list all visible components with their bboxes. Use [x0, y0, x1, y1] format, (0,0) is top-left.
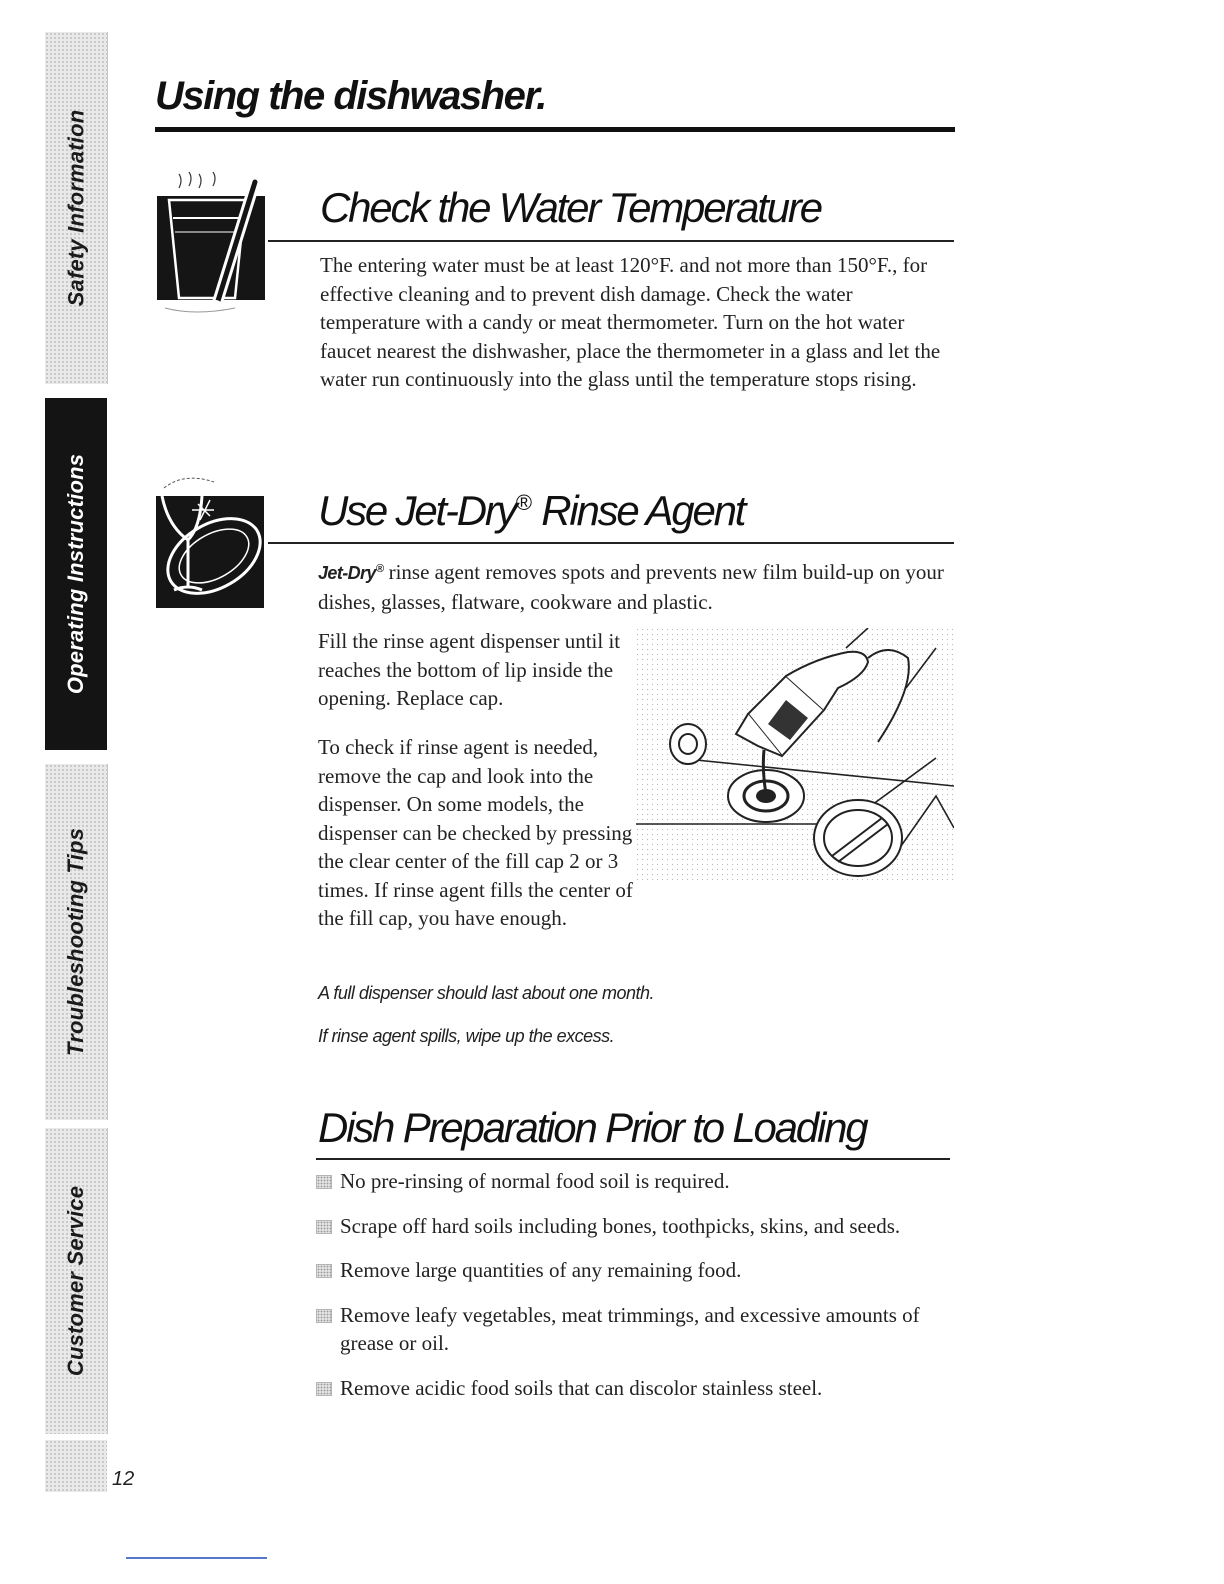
section-title-dish-preparation: Dish Preparation Prior to Loading	[318, 1104, 867, 1151]
list-item-text: Scrape off hard soils including bones, toothpicks, skins, and seeds.	[340, 1213, 901, 1238]
sidebar-tab-safety-information[interactable]	[45, 32, 108, 384]
jet-dry-brand: Jet-Dry	[318, 563, 376, 583]
bullet-icon	[316, 1220, 332, 1234]
rinse-agent-check-instructions: To check if rinse agent is needed, remove the cap and look into the dispenser. On some models, the dispenser can be checked by pressing the clear center of the fill cap 2 or 3 times. If rinse agent fills the center of the fill cap, you have enough.	[318, 735, 633, 930]
sidebar-tab-customer-service[interactable]	[45, 1128, 108, 1434]
sidebar-tab-label: Operating Instructions	[63, 453, 88, 695]
rinse-agent-intro	[318, 555, 954, 616]
sidebar-tab-operating-instructions[interactable]	[45, 398, 107, 750]
list-item-text: Remove leafy vegetables, meat trimmings, and excessive amounts of grease or oil.	[340, 1302, 920, 1355]
list-item	[316, 1167, 956, 1196]
section-title-text: Use Jet-Dry	[318, 487, 516, 534]
water-temperature-body: The entering water must be at least 120°F. and not more than 150°F., for effective cleaning and to prevent dish damage. Check the water temperature with a candy or meat thermometer. Turn on the hot water faucet nearest the dishwasher, place the thermometer in a glass and let the water run continuously into the glass until the temperature stops rising.	[320, 253, 941, 391]
section-title-rinse-agent	[318, 487, 744, 535]
registered-mark: ®	[375, 563, 384, 575]
page-title: Using the dishwasher.	[155, 74, 546, 118]
section-divider	[268, 542, 954, 544]
sidebar-tab-label: Safety Information	[63, 109, 89, 307]
bullet-icon	[316, 1264, 332, 1278]
rinse-agent-note-spills: If rinse agent spills, wipe up the excess.	[318, 1026, 615, 1046]
rinse-agent-note-duration: A full dispenser should last about one month.	[318, 983, 655, 1003]
sidebar-tab-troubleshooting-tips[interactable]	[45, 764, 108, 1120]
sidebar-footer-block	[45, 1440, 107, 1492]
dish-preparation-list	[316, 1167, 956, 1402]
rinse-agent-intro-text: rinse agent removes spots and prevents new film build-up on your dishes, glasses, flatware, cookware and plastic.	[318, 560, 944, 614]
section-divider	[268, 240, 954, 242]
list-item-text: Remove acidic food soils that can discolor stainless steel.	[340, 1375, 823, 1400]
rinse-dispenser-illustration	[636, 628, 954, 880]
thermometer-in-glass-icon	[155, 166, 265, 316]
footer-link-underline	[126, 1557, 267, 1559]
registered-mark: ®	[515, 490, 532, 515]
section-title-text: Rinse Agent	[531, 487, 745, 534]
list-item	[316, 1301, 956, 1358]
rinse-agent-fill-instructions: Fill the rinse agent dispenser until it reaches the bottom of lip inside the opening. Replace cap.	[318, 629, 621, 710]
bullet-icon	[316, 1309, 332, 1323]
section-title-water-temperature: Check the Water Temperature	[320, 184, 821, 231]
sidebar-tab-label: Troubleshooting Tips	[63, 827, 89, 1057]
list-item	[316, 1374, 956, 1403]
list-item-text: No pre-rinsing of normal food soil is required.	[340, 1169, 730, 1193]
bullet-icon	[316, 1382, 332, 1396]
sidebar-tab-label: Customer Service	[63, 1185, 89, 1377]
list-item-text: Remove large quantities of any remaining food.	[340, 1258, 742, 1282]
bullet-icon	[316, 1175, 332, 1189]
list-item	[316, 1212, 956, 1241]
title-divider	[155, 127, 955, 132]
list-item	[316, 1256, 956, 1285]
wine-glass-and-plate-icon	[140, 470, 266, 612]
section-divider	[316, 1158, 950, 1160]
page-number: 12	[112, 1468, 135, 1490]
